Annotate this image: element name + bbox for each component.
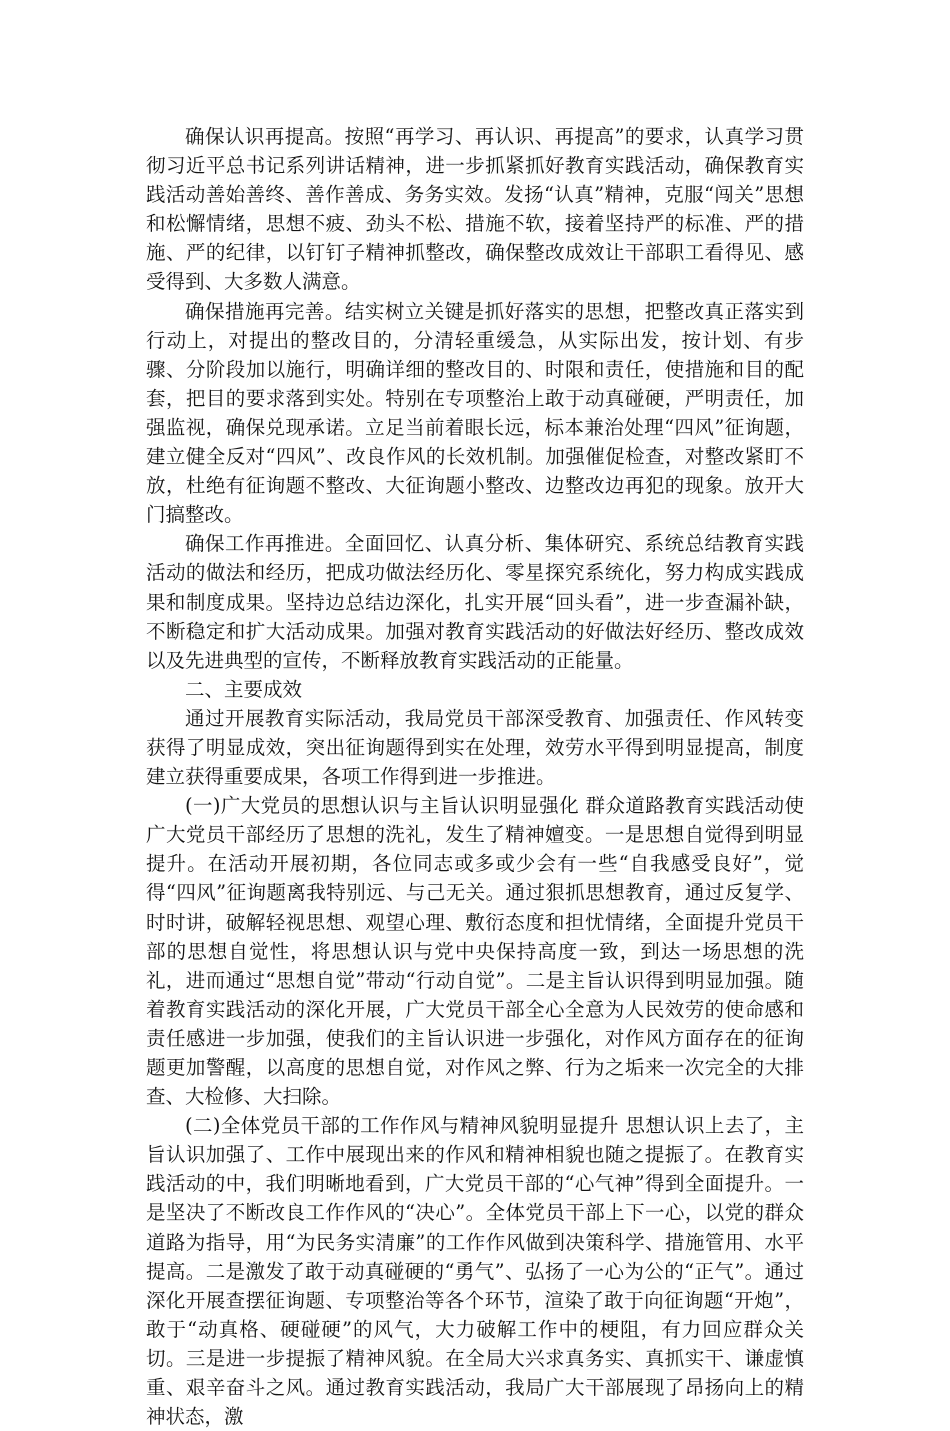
paragraph-result-one: (一)广大党员的思想认识与主旨认识明显强化 群众道路教育实践活动使广大党员干部经历了思想的洗礼，发生了精神嬗变。一是思想自觉得到明显提升。在活动开展初期，各位同志或多或少会有一些“自我感受良好”，觉得“四风”征询题离我特别远、与己无关。通过狠抓思想教育，通过反复学、时时讲，破解轻视思想、观望心理、敷衍态度和担忧情绪，全面提升党员干部的思想自觉性，将思想认识与党中央保持高度一致，到达一场思想的洗礼，进而通过“思想自觉”带动“行动自觉”。二是主旨认识得到明显加强。随着教育实践活动的深化开展，广大党员干部全心全意为人民效劳的使命感和责任感进一步加强，使我们的主旨认识进一步强化，对作风方面存在的征询题更加警醒，以高度的思想自觉，对作风之弊、行为之垢来一次完全的大排查、大检修、大扫除。: [146, 794, 804, 1109]
paragraph-ensure-measures: 确保措施再完善。结实树立关键是抓好落实的思想，把整改真正落实到行动上，对提出的整改目的，分清轻重缓急，从实际出发，按计划、有步骤、分阶段加以施行，明确详细的整改目的、时限和责任，使措施和目的配套，把目的要求落到实处。特别在专项整治上敢于动真碰硬，严明责任，加强监视，确保兑现承诺。立足当前着眼长远，标本兼治处理“四风”征询题，建立健全反对“四风”、改良作风的长效机制。加强催促检查，对整改紧盯不放，杜绝有征询题不整改、大征询题小整改、边整改边再犯的现象。放开大门搞整改。: [146, 299, 804, 527]
section-heading-main-results: 二、主要成效: [185, 677, 303, 701]
document-body: [146, 122, 804, 1431]
paragraph-results-intro: 通过开展教育实际活动，我局党员干部深受教育、加强责任、作风转变获得了明显成效，突出征询题得到实在处理，效劳水平得到明显提高，制度建立获得重要成果，各项工作得到进一步推进。: [146, 706, 804, 789]
paragraph-result-two: (二)全体党员干部的工作作风与精神风貌明显提升 思想认识上去了，主旨认识加强了、工作中展现出来的作风和精神相貌也随之提振了。在教育实践活动的中，我们明晰地看到，广大党员干部的“心气神”得到全面提升。一是坚决了不断改良工作作风的“决心”。全体党员干部上下一心，以党的群众道路为指导，用“为民务实清廉”的工作作风做到决策科学、措施管用、水平提高。二是激发了敢于动真碰硬的“勇气”、弘扬了一心为公的“正气”。通过深化开展查摆征询题、专项整治等各个环节，渲染了敢于向征询题“开炮”，敢于“动真格、硬碰硬”的风气，大力破解工作中的梗阻，有力回应群众关切。三是进一步提振了精神风貌。在全局大兴求真务实、真抓实干、谦虚慎重、艰辛奋斗之风。通过教育实践活动，我局广大干部展现了昂扬向上的精神状态，激: [146, 1114, 804, 1429]
paragraph-ensure-awareness: 确保认识再提高。按照“再学习、再认识、再提高”的要求，认真学习贯彻习近平总书记系列讲话精神，进一步抓紧抓好教育实践活动，确保教育实践活动善始善终、善作善成、务务实效。发扬“认真”精神，克服“闯关”思想和松懈情绪，思想不疲、劲头不松、措施不软，接着坚持严的标准、严的措施、严的纪律，以钉钉子精神抓整改，确保整改成效让干部职工看得见、感受得到、大多数人满意。: [146, 125, 804, 294]
paragraph-ensure-work: 确保工作再推进。全面回忆、认真分析、集体研究、系统总结教育实践活动的做法和经历，把成功做法经历化、零星探究系统化，努力构成实践成果和制度成果。坚持边总结边深化，扎实开展“回头看”，进一步查漏补缺，不断稳定和扩大活动成果。加强对教育实践活动的好做法好经历、整改成效以及先进典型的宣传，不断释放教育实践活动的正能量。: [146, 532, 804, 672]
